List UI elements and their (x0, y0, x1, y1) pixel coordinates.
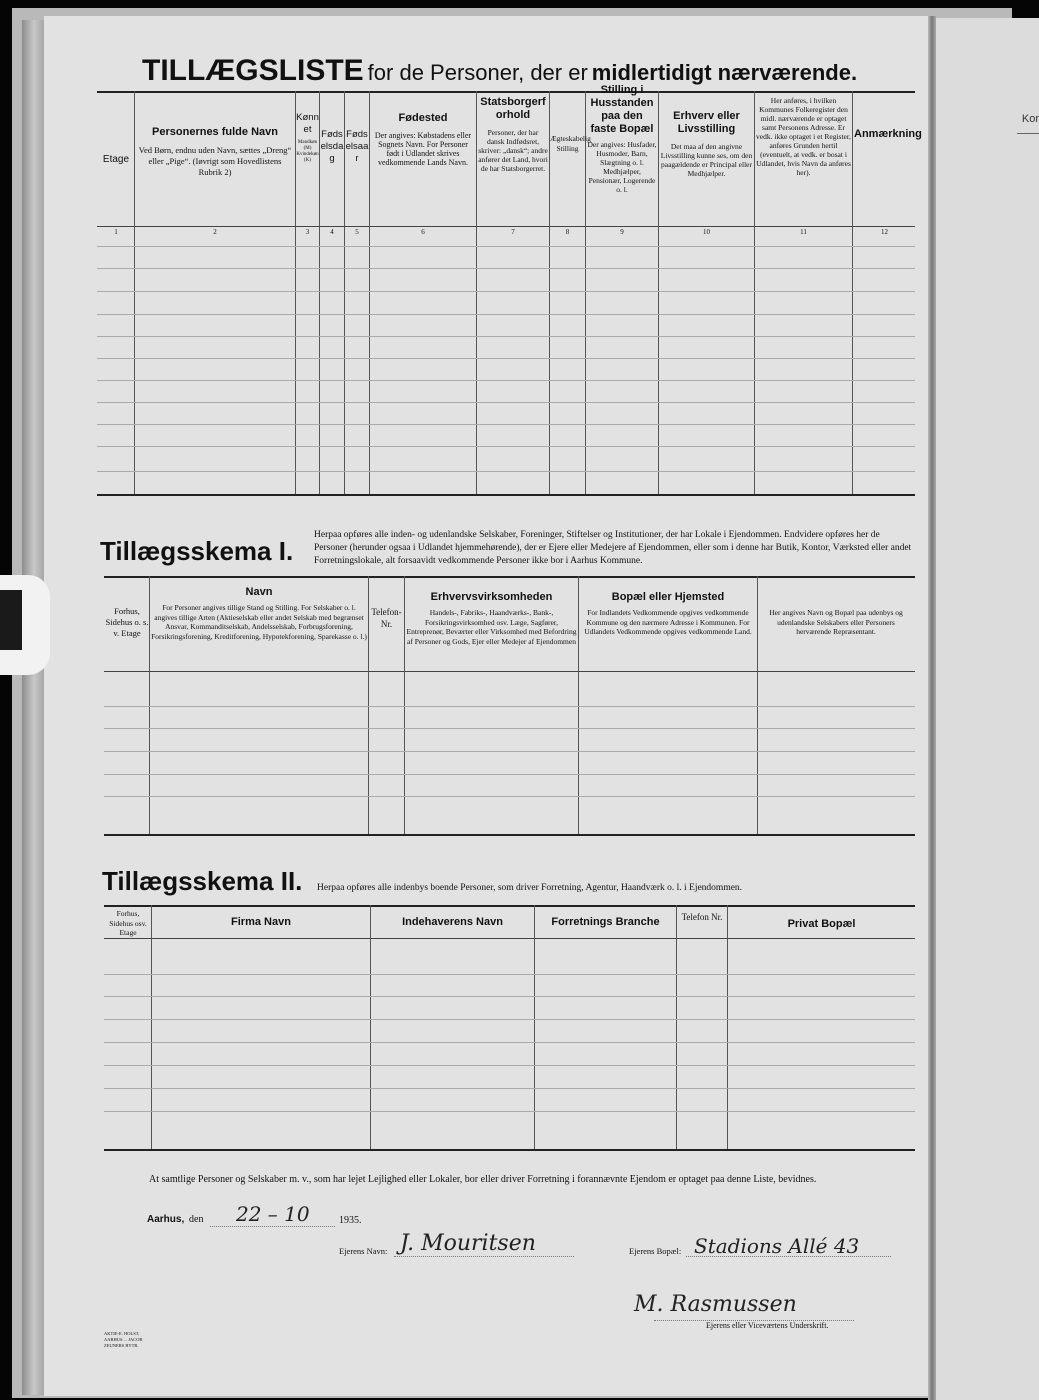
skema1-intro: Herpaa opføres alle inden- og udenlandske Selskaber, Foreninger, Stiftelser og Institutioner, der har Lokale i Ejendommen. Endvidere opføres her de Personer (herunder ogsaa i Udlandet hjemmehørende), der er Ejere eller Medejere af Ejendommen, eller som i denne har Butik, Kontor, Værksted eller andet Forretningslokale, alt forsaavidt vedkommende Personer ikke bor i Aarhus Kommune. (314, 530, 912, 566)
city-label: Aarhus, (147, 1214, 185, 1225)
col-header-birthplace: Fødested Der angives: Købstadens eller Sognets Navn. For Personer født i Udlandet skrives vedkommende Lands Navn. (374, 112, 472, 167)
col-header-address: Her anføres, i hvilken Kommunes Folkeregister den midl. nærværende er optaget samt Personens Adresse. Er vedk. ikke optaget i et Register, anføres Grunden hertil (eventuelt, at vedk. er bosat i Udlandet, hvis Navn da anføres her). (756, 96, 851, 177)
facing-page-corner-text: Kor (1021, 113, 1039, 125)
certification-text: At samtlige Personer og Selskaber m. v., som har lejet Lejlighed eller Lokaler, bor eller driver Forretning i forannævnte Ejendom er optaget paa denne Liste, bevidnes. (149, 1174, 817, 1185)
signature-label: Ejerens eller Viceværtens Underskrift. (706, 1321, 829, 1330)
col-header-occupation: Erhverv eller Livsstilling Det maa af den angivne Livsstilling kunne ses, om den paagældende er Principal eller Medhjælper. (660, 110, 753, 178)
handwritten-date: 22 – 10 (236, 1202, 310, 1226)
facing-page (933, 18, 1039, 1400)
owner-name-label: Ejerens Navn: (339, 1246, 388, 1256)
skema1-title: Tillægsskema I. (100, 536, 294, 566)
year-label: 1935. (339, 1215, 362, 1226)
title-main: TILLÆGSLISTE (142, 54, 364, 87)
owner-name-signature: J. Mouritsen (400, 1231, 536, 1256)
col-header-birthday: Fødselsdag (320, 129, 344, 164)
skema2-col-phone: Telefon Nr. (681, 912, 723, 922)
col-header-birthyear: Fødselsaar (345, 129, 369, 164)
col-header-sex: Kønnet Mandkøn (M) Kvindekøn (K) (296, 112, 319, 163)
printer-imprint: AKTIE-E. HOLST, AARHUS ... JACOB ZEUNERS BYTR. (104, 1331, 143, 1348)
page-title (142, 54, 922, 88)
col-header-name: Personernes fulde Navn Ved Børn, endnu uden Navn, sættes „Dreng“ eller „Pige“. (Iøvrigt som Hovedlistens Rubrik 2) (138, 126, 292, 177)
skema2-col-firm: Firma Navn (231, 916, 291, 928)
skema2-col-branch: Forretnings Branche (551, 916, 660, 928)
skema1-col-floor: Forhus, Sidehus o. s. v. Etage (105, 606, 149, 638)
col-header-remarks: Anmærkning (854, 128, 922, 140)
skema1-col-representative: Her angives Navn og Bopæl paa udenbys og udenlandske Selskabers eller Personers herværende Repræsentant. (769, 608, 903, 636)
col-header-marital: Ægteskabelig Stilling (550, 134, 591, 153)
skema2-title: Tillægsskema II. (102, 866, 303, 896)
skema1-col-business: Erhvervsvirksomheden Handels-, Fabriks-, Haandværks-, Bank-, Forsikringsvirksomhed osv. Læge, Sagfører, Entreprenør, Beværter eller Virksomhed med Befordring af Personer og Gods, Ejer eller Medejer af Ejendommen (406, 591, 577, 646)
title-middle: for de Personer, der er (367, 60, 588, 85)
col-header-household: Stilling i Husstanden paa den faste Bopæl Der angives: Husfader, Husmoder, Barn, Slægtning o. l. Medhjælper, Pensionær, Logerende o. l. (587, 84, 657, 194)
skema2-intro: Herpaa opføres alle indenbys boende Personer, som driver Forretning, Agentur, Haandværk o. l. i Ejendommen. (317, 883, 743, 893)
caretaker-signature: M. Rasmussen (634, 1292, 797, 1317)
col-header-citizenship: Statsborgerforhold Personer, der har dansk Indfødsret, skriver: „dansk“; andre anfører det Land, hvori de har Statsborgerret. (478, 96, 548, 173)
owner-address-label: Ejerens Bopæl: (629, 1246, 682, 1256)
skema1-col-name: Navn For Personer angives tillige Stand og Stilling. For Selskaber o. l. angives tillige Arten (Aktieselskab eller andet Selskab med begrænset Ansvar, Kommanditselskab, Andelsselskab, Forbrugsforening, Forsikringsforening, Kreditforening, Hypotekforening, Sparekasse o. l.) (151, 586, 367, 641)
title-emphasis: midlertidigt nærværende. (591, 60, 858, 85)
form-page: TILLÆGSLISTE for de Personer, der er midlertidigt nærværende. Etage Personernes fulde Navn Ved Børn, endnu uden Navn, sættes „Dreng“ eller „Pige“. (Iøvrigt som Hovedlistens Rubrik 2) Kønnet Mandkøn (M) Kvindekøn (K) Fødselsdag Fødselsaar Fødested Der angives: Købstadens eller Sognets Navn. For Personer født i Udlandet skrives vedkommende Lands Navn. Statsborgerforhold Personer, der har dansk Indfødsret, skriver: „dansk“; andre anfører det Land, hvori de har Statsborgerret. Ægteskabelig Stilling Stilling i Husstanden paa den faste Bopæl Der angives: Husfader, Husmoder, Barn, Slægtning o. l. Medhjælper, Pensionær, Logerende o. l. Erhverv eller Livsstilling Det maa af den angivne Livsstilling kunne ses, om den paagældende er Principal eller Medhjælper. Her anføres, i hvilken Kommunes Folkeregister den midl. nærværende er optaget samt Personens Adresse. Er vedk. ikke optaget i et Register, anføres Grunden hertil (eventuelt, at vedk. er bosat i Udlandet, hvis Navn da anføres her). Anmærkning 1 2 3 4 5 6 7 8 9 10 11 12 Tillægsskema I. Herpaa opføres alle inden- og udenlandske Selskaber, Foreninger, Stiftelser og Institutioner, der har Lokale i Ejendommen. Endvidere opføres her de Personer (herunder ogsaa i Udlandet hjemmehørende), der er Ejere eller Medejere af Ejendommen, eller som i denne har Butik, Kontor, Værksted eller andet Forretningslokale, alt forsaavidt vedkommende Personer ikke bor i Aarhus Kommune. Forhus, Sidehus o. s. v. Etage Navn For Personer angives tillige Stand og Stilling. For Selskaber o. l. angives tillige Arten (Aktieselskab eller andet Selskab med begrænset Ansvar, Kommanditselskab, Andelsselskab, Forbrugsforening, Forsikringsforening, Kreditforening, Hypotekforening, Sparekasse o. l.) Telefon-Nr. Erhvervsvirksomheden Handels-, Fabriks-, Haandværks-, Bank-, Forsikringsvirksomhed osv. Læge, Sagfører, Entreprenør, Beværter eller Virksomhed med Befordring af Personer og Gods, Ejer eller Medejer af Ejendommen Bopæl eller Hjemsted For Indlandets Vedkommende opgives vedkommende Kommune og den nærmere Adresse i Kommunen. For Udlandets Vedkommende opgives vedkommende Land. Her angives Navn og Bopæl paa udenbys og udenlandske Selskabers eller Personers herværende Repræsentant. Tillægsskema II. Herpaa opføres alle indenbys boende Personer, som driver Forretning, Agentur, Haandværk o. l. i Ejendommen. Forhus, Sidehus osv. Etage Firma Navn Indehaverens Navn Forretnings Branche Telefon Nr. Privat Bopæl At samtlige Personer og Selskaber m. v., som har lejet Lejlighed eller Lokaler, bor eller driver Forretning i forannævnte Ejendom er optaget paa denne Liste, bevidnes. Aarhus, den 22 – 10 1935. Ejerens Navn: J. Mouritsen Ejerens Bopæl: Stadions Allé 43 M. Rasmussen Ejerens eller Viceværtens Underskrift. AKTIE-E. HOLST, AARHUS ... JACOB ZEUNERS BYTR. (44, 16, 932, 1396)
skema2-col-floor: Forhus, Sidehus osv. Etage (109, 909, 147, 937)
owner-address-handwritten: Stadions Allé 43 (694, 1234, 860, 1258)
skema2-col-owner: Indehaverens Navn (402, 916, 503, 928)
col-header-etage: Etage (102, 154, 130, 165)
skema1-col-residence: Bopæl eller Hjemsted For Indlandets Vedkommende opgives vedkommende Kommune og den nærmere Adresse i Kommunen. For Udlandets Vedkommende opgives vedkommende Land. (584, 591, 752, 636)
skema2-col-private-address: Privat Bopæl (787, 918, 856, 930)
page-fold (928, 16, 936, 1400)
skema1-col-phone: Telefon-Nr. (371, 607, 402, 629)
